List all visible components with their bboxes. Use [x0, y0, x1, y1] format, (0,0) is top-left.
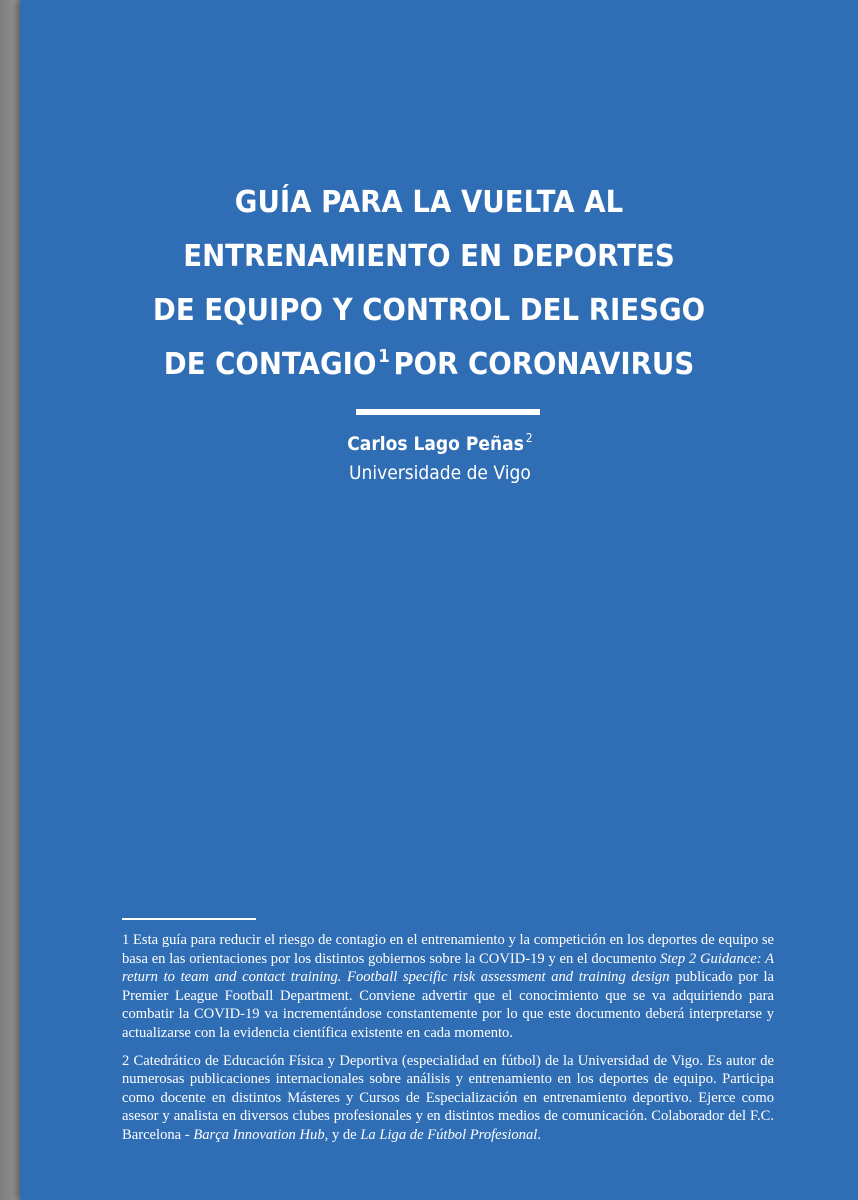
footnote-2-text-c: . — [537, 1126, 541, 1143]
title-line-4-end: POR CORONAVIRUS — [393, 347, 695, 382]
author-name — [63, 430, 817, 458]
title-line-1: GUÍA PARA LA VUELTA AL — [234, 185, 624, 220]
footnote-ref-2[interactable]: 2 — [525, 431, 533, 445]
author-name-text: Carlos Lago Peñas — [347, 433, 524, 455]
title-line-3: DE EQUIPO Y CONTROL DEL RIESGO — [152, 293, 706, 328]
title-line-4 — [34, 338, 823, 392]
footnote-2-text-a: 2 Catedrático de Educación Física y Deportiva (especialidad en fútbol) de la Universidad de Vigo. Es autor de numerosas publicaciones internacionales sobre análisis y entrenamiento en los deportes de equipo. Participa como docente en distintos Másteres y Cursos de Especialización en entrenamiento deportivo. Ejerce como asesor y analista en diversos clubes profesionales y en distintos medios de comunicación. Colaborador del F.C. Barcelona - — [122, 1052, 774, 1143]
footnote-2-italic-a: Barça Innovation Hub — [193, 1126, 325, 1143]
footnote-1-text-a: 1 Esta guía para reducir el riesgo de contagio en el entrenamiento y la competición en los deportes de equipo se basa en las orientaciones por los distintos gobiernos sobre la COVID-19 y en el documento — [122, 932, 774, 967]
page-title — [34, 176, 823, 392]
footnote-1-text-b: publicado por la Premier League Football Department. Conviene advertir que el conocimiento que se va adquiriendo para combatir la COVID-19 va incrementándose constantemente por lo que este documento deberá interpretarse y actualizarse con la evidencia científica existente en cada momento. — [122, 969, 774, 1041]
footnote-2-text-b: , y de — [324, 1126, 361, 1143]
footnote-1-italic: Step 2 Guidance: A return to team and contact training. Football specific risk assessment and training design — [122, 950, 774, 986]
title-line-2: ENTRENAMIENTO EN DEPORTES — [183, 239, 675, 274]
footnote-divider — [122, 918, 256, 920]
footnote-1 — [122, 931, 774, 1043]
footnotes — [122, 931, 774, 1154]
footnote-2 — [122, 1052, 774, 1145]
document-page — [20, 0, 858, 1200]
footnote-2-italic-b: La Liga de Fútbol Profesional — [360, 1126, 538, 1143]
title-divider — [356, 409, 540, 415]
footnote-ref-1[interactable]: 1 — [378, 346, 390, 367]
title-line-4-start: DE CONTAGIO — [163, 347, 377, 382]
author-affiliation: Universidade de Vigo — [349, 462, 531, 484]
